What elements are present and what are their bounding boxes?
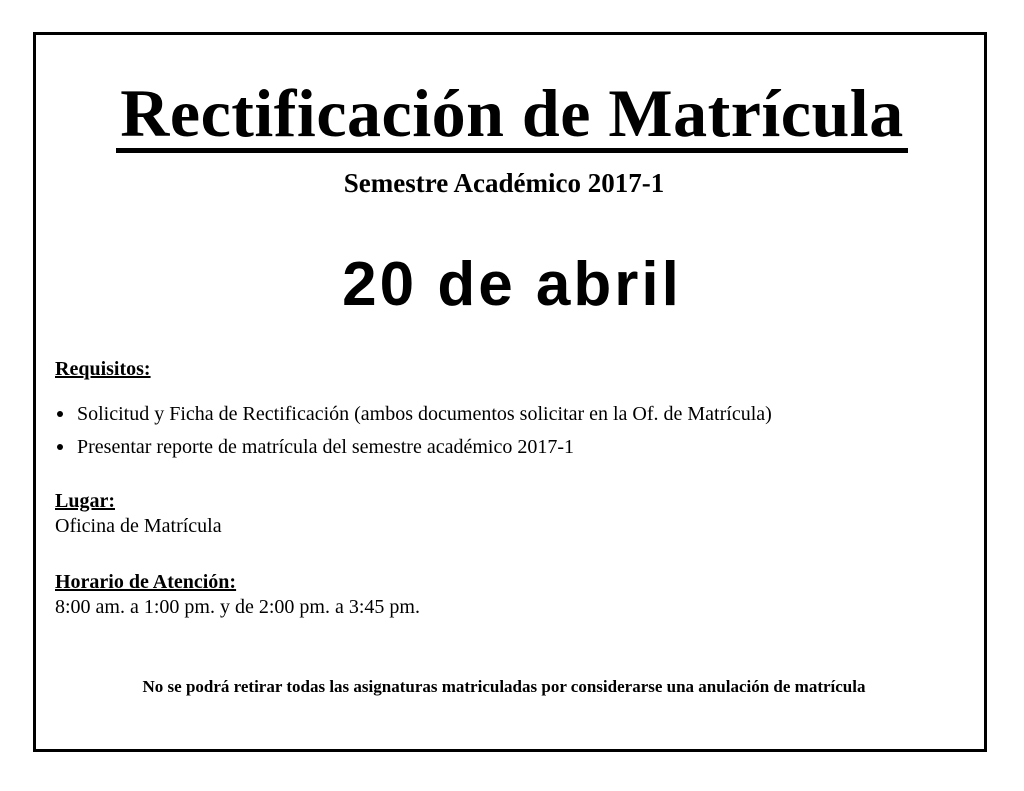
page-title-text: Rectificación de Matrícula [116,78,907,153]
page-subtitle: Semestre Académico 2017-1 [343,168,665,198]
horario-heading: Horario de Atención: [55,571,237,593]
requisitos-heading: Requisitos: [55,358,151,380]
list-item [55,435,772,459]
event-date: 20 de abril [342,250,682,319]
notice-text: No se podrá retirar todas las asignaturas matriculadas por considerarse una anulación de matrícula [142,677,866,696]
requisitos-list [55,402,772,468]
lugar-heading: Lugar: [55,490,115,512]
requisito-text: Presentar reporte de matrícula del semestre académico 2017-1 [77,436,575,458]
list-item [55,402,772,426]
page-title [0,73,1024,153]
bullet-icon [57,411,63,417]
requisito-text: Solicitud y Ficha de Rectificación (ambos documentos solicitar en la Of. de Matrícula) [77,403,772,425]
bullet-icon [57,444,63,450]
horario-value: 8:00 am. a 1:00 pm. y de 2:00 pm. a 3:45 pm. [55,596,420,618]
lugar-value: Oficina de Matrícula [55,515,222,537]
